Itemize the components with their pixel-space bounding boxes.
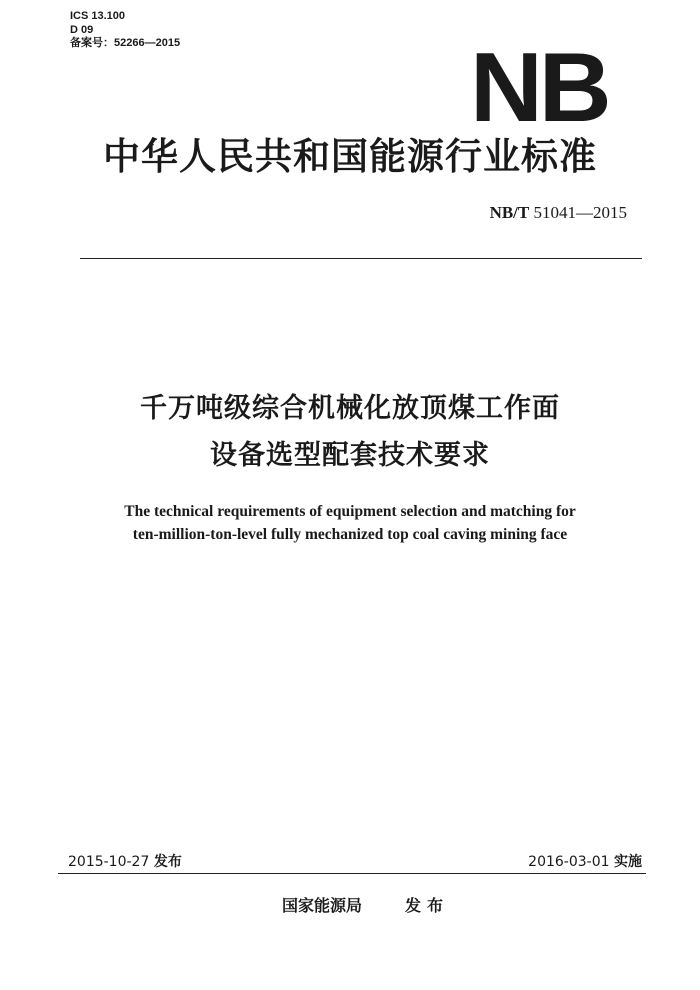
standard-category: 中华人民共和国能源行业标准	[103, 135, 597, 178]
english-title-line-2: ten-million-ton-level fully mechanized top coal caving mining face	[132, 526, 568, 543]
standard-number-code: 51041—2015	[533, 203, 627, 222]
issue-date-label: 发布	[153, 854, 182, 870]
implementation-date	[528, 851, 642, 871]
issuing-verb: 发布	[405, 896, 450, 915]
document-meta	[70, 10, 180, 51]
issuing-authority: 国家能源局	[282, 896, 363, 915]
implementation-date-value: 2016-03-01	[528, 854, 610, 870]
header-divider	[80, 258, 642, 259]
record-number: 备案号：52266—2015	[70, 37, 181, 49]
standard-number	[490, 203, 627, 223]
chinese-title-line-2: 设备选型配套技术要求	[210, 440, 490, 471]
footer-divider	[58, 873, 646, 874]
issue-date	[68, 851, 182, 871]
ics-code: ICS 13.100	[70, 10, 126, 22]
issue-date-value: 2015-10-27	[68, 854, 150, 870]
ccs-code: D 09	[70, 23, 94, 36]
nb-logo: NB	[470, 32, 608, 142]
standard-number-prefix: NB/T	[489, 203, 530, 222]
english-title-line-1: The technical requirements of equipment selection and matching for	[124, 503, 576, 520]
implementation-date-label: 实施	[614, 854, 642, 870]
chinese-title-line-1: 千万吨级综合机械化放顶煤工作面	[140, 393, 560, 424]
